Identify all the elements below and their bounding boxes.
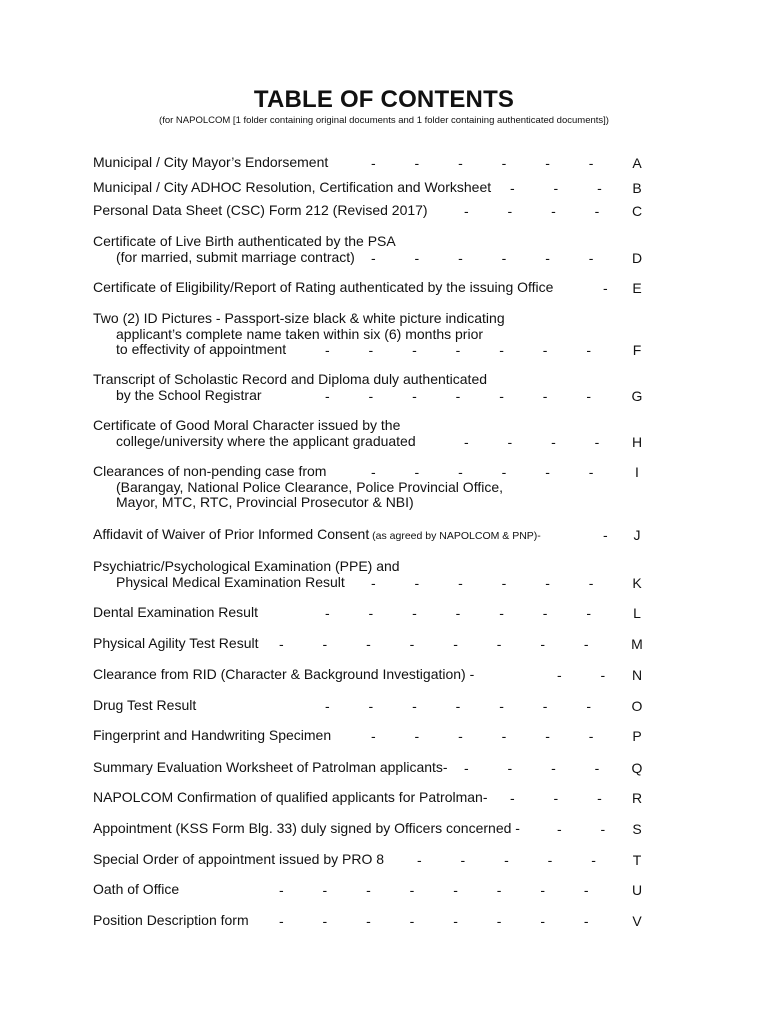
section-letter: T bbox=[632, 852, 642, 868]
dot-leader: - - - - - bbox=[417, 852, 596, 868]
toc-entry-line: Clearances of non-pending case from bbox=[93, 463, 327, 479]
section-letter: J bbox=[633, 527, 641, 543]
dot-leader: - - - - - - bbox=[371, 464, 594, 480]
dot-leader: - - - bbox=[510, 180, 602, 196]
section-letter: D bbox=[631, 249, 643, 266]
dot-leader: - - - - - - bbox=[371, 249, 594, 266]
section-letter: Q bbox=[631, 760, 643, 776]
section-letter: V bbox=[632, 913, 642, 929]
dot-leader: - - - - bbox=[464, 760, 600, 776]
toc-entry-line: Certificate of Live Birth authenticated by the PSA bbox=[93, 233, 396, 249]
page-title: TABLE OF CONTENTS bbox=[253, 86, 515, 113]
section-letter: L bbox=[633, 605, 641, 621]
section-letter: R bbox=[631, 790, 643, 806]
dot-leader: - - - - - - bbox=[371, 155, 594, 171]
toc-entry-line: Fingerprint and Handwriting Specimen bbox=[93, 727, 332, 743]
toc-entry-line: Appointment (KSS Form Blg. 33) duly signed by Officers concerned - bbox=[93, 820, 520, 836]
toc-entry-line: college/university where the applicant graduated bbox=[116, 432, 416, 449]
toc-entry-line: (Barangay, National Police Clearance, Police Provincial Office, bbox=[116, 478, 504, 495]
toc-entry-line: Certificate of Eligibility/Report of Rating authenticated by the issuing Office bbox=[93, 279, 554, 295]
toc-entry-line: Drug Test Result bbox=[93, 697, 197, 713]
dot-leader: - - - - - - - bbox=[325, 698, 592, 714]
toc-entry-line: by the School Registrar bbox=[116, 386, 262, 403]
dot-leader: - - bbox=[557, 821, 606, 837]
section-letter: O bbox=[631, 698, 643, 714]
toc-entry-line: Physical Medical Examination Result bbox=[116, 573, 345, 590]
dot-leader: - - - - - - bbox=[371, 728, 594, 744]
section-letter: N bbox=[631, 667, 643, 683]
dot-leader: - - bbox=[557, 667, 606, 683]
dot-leader: - - - - - - - - bbox=[279, 882, 589, 898]
toc-entry-line: Personal Data Sheet (CSC) Form 212 (Revised 2017) bbox=[93, 202, 428, 218]
toc-entry-line: Physical Agility Test Result bbox=[93, 635, 259, 651]
toc-entry-line: Summary Evaluation Worksheet of Patrolman applicants- bbox=[93, 759, 448, 775]
toc-entry-line: applicant’s complete name taken within six (6) months prior bbox=[116, 325, 484, 342]
section-letter: E bbox=[632, 280, 642, 296]
section-letter: A bbox=[632, 155, 642, 171]
toc-entry-line: Position Description form bbox=[93, 912, 249, 928]
dot-leader: - - - - - - - - bbox=[279, 913, 589, 929]
section-letter: C bbox=[631, 203, 643, 219]
section-letter: U bbox=[631, 882, 643, 898]
dot-leader: - - - - - - - bbox=[325, 605, 592, 621]
dot-leader: - bbox=[603, 280, 608, 296]
dot-leader: - - - - - - bbox=[371, 574, 594, 591]
toc-entry-line: (for married, submit marriage contract) bbox=[116, 248, 355, 265]
dot-leader: - - - - bbox=[464, 433, 600, 450]
section-letter: S bbox=[632, 821, 642, 837]
toc-entry-line: to effectivity of appointment bbox=[116, 341, 287, 357]
section-letter: H bbox=[631, 433, 643, 450]
dot-leader: - - - bbox=[510, 790, 602, 806]
toc-entry bbox=[93, 527, 653, 543]
toc-entry-line: Clearance from RID (Character & Background Investigation) - bbox=[93, 666, 475, 682]
toc-entry-line: Psychiatric/Psychological Examination (PPE) and bbox=[93, 558, 400, 574]
toc-entry bbox=[93, 280, 653, 296]
section-letter: F bbox=[632, 342, 642, 358]
toc-entry-note: (as agreed by NAPOLCOM & PNP)- bbox=[369, 530, 541, 542]
toc-entry-line: Two (2) ID Pictures - Passport-size black & white picture indicating bbox=[93, 310, 505, 326]
dot-leader: - - - - - - - bbox=[325, 342, 592, 358]
section-letter: P bbox=[632, 728, 642, 744]
toc-entry-line: Oath of Office bbox=[93, 881, 180, 897]
toc-entry-line: Transcript of Scholastic Record and Diploma duly authenticated bbox=[93, 371, 488, 387]
toc-entry-line: Dental Examination Result bbox=[93, 604, 258, 620]
dot-leader: - - - - - - - bbox=[325, 387, 592, 404]
dot-leader: - - - - - - - - bbox=[279, 636, 589, 652]
toc-entry-line: Special Order of appointment issued by PRO 8 bbox=[93, 851, 385, 867]
section-letter: I bbox=[635, 464, 639, 480]
toc-entry-line: NAPOLCOM Confirmation of qualified applicants for Patrolman- bbox=[93, 789, 488, 805]
page-subtitle: (for NAPOLCOM [1 folder containing original documents and 1 folder containing authenticated documents]) bbox=[159, 115, 609, 126]
toc-entry-line: Municipal / City Mayor’s Endorsement bbox=[93, 154, 329, 170]
toc-entry-line: Certificate of Good Moral Character issued by the bbox=[93, 417, 401, 433]
toc-entry-line: Affidavit of Waiver of Prior Informed Consent (as agreed by NAPOLCOM & PNP)- bbox=[93, 526, 541, 542]
toc-entry-line: Municipal / City ADHOC Resolution, Certification and Worksheet bbox=[93, 179, 492, 195]
section-letter: G bbox=[631, 387, 643, 404]
dot-leader: - - - - bbox=[464, 203, 600, 219]
toc-entry-line: Mayor, MTC, RTC, Provincial Prosecutor & NBI) bbox=[116, 494, 414, 510]
section-letter: B bbox=[632, 180, 642, 196]
dot-leader: - bbox=[603, 527, 608, 543]
section-letter: M bbox=[631, 636, 643, 652]
section-letter: K bbox=[632, 574, 642, 591]
